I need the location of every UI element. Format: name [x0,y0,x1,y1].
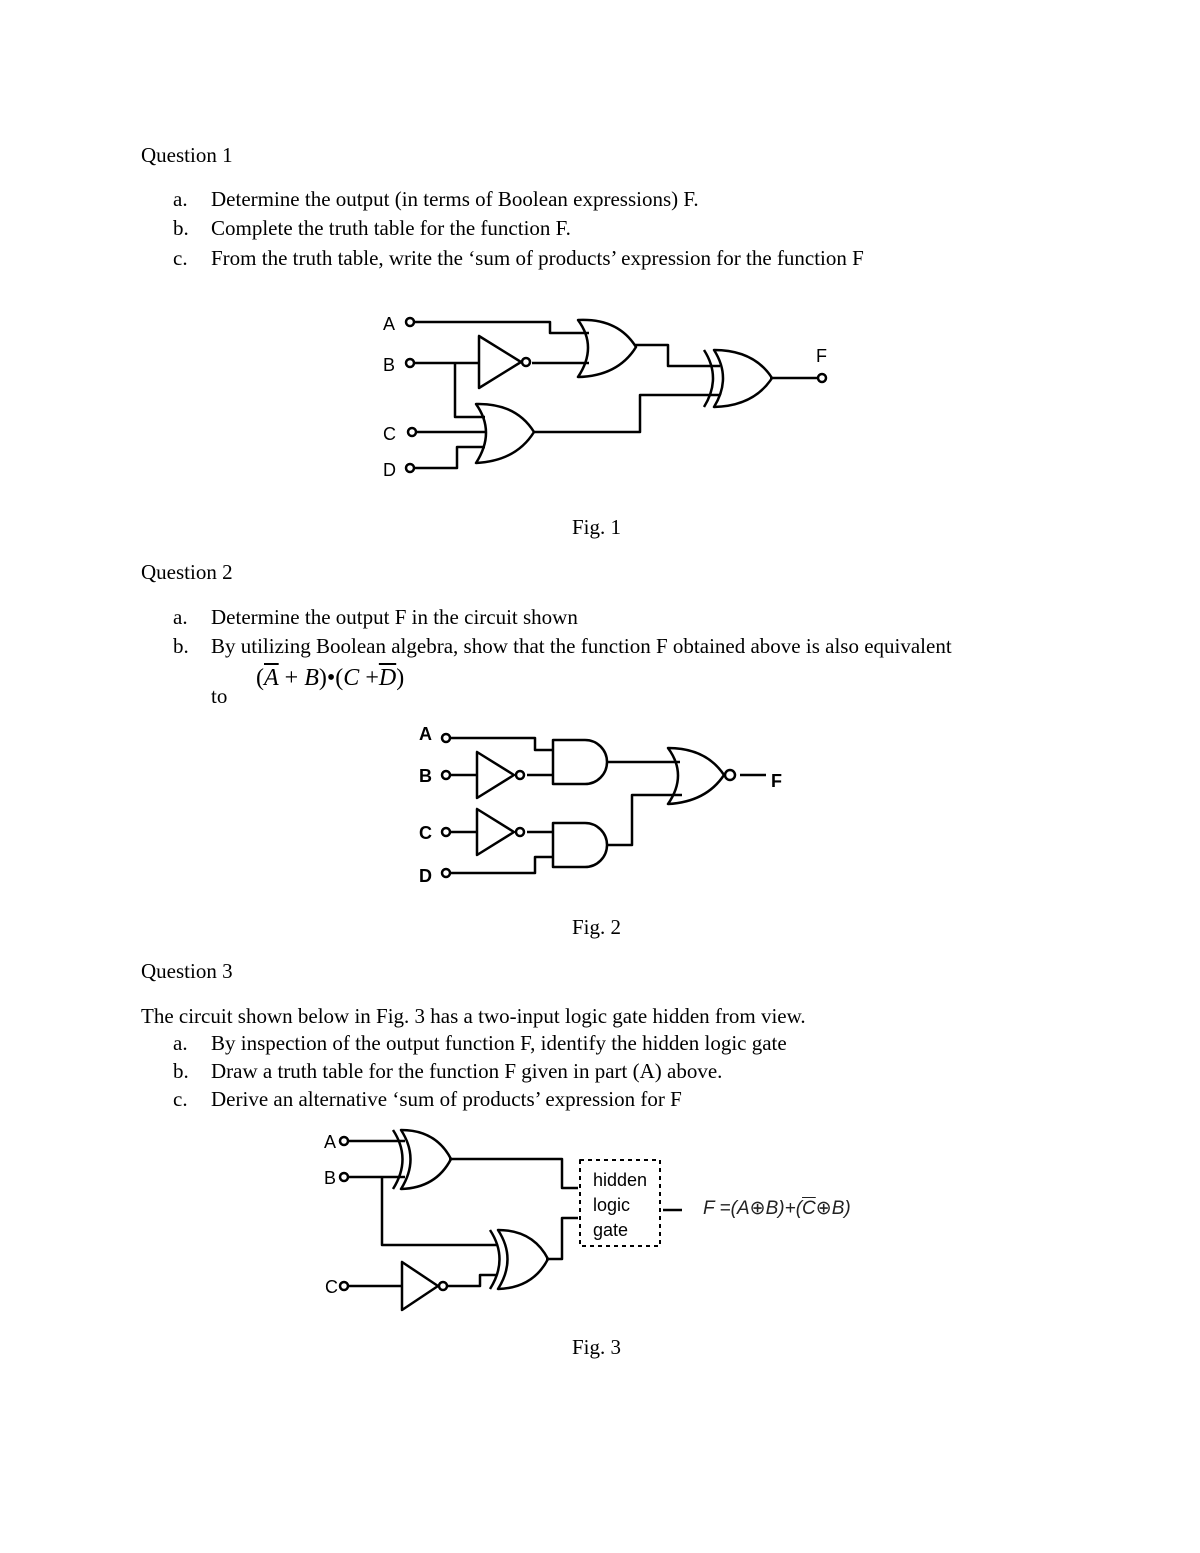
fig3-label-b: B [324,1168,337,1188]
q2-item-b: By utilizing Boolean algebra, show that the function F obtained above is also equivalent [211,634,952,658]
fig1-label-b: B [383,355,396,375]
q1-marker-a: a. [173,187,188,211]
fig3-not-gate [402,1262,438,1310]
q3-heading: Question 3 [141,959,233,983]
fig3-caption: Fig. 3 [572,1335,622,1359]
fig3-hidden-line-3: gate [593,1220,629,1240]
fig3-wire-b-xor2 [382,1177,497,1245]
q2-to: to [211,684,228,708]
fig2-caption: Fig. 2 [572,915,622,939]
fig3-label-c: C [325,1277,338,1297]
q3-item-c: Derive an alternative ‘sum of products’ expression for F [211,1087,682,1111]
fig3-xor-gate-1 [401,1130,451,1189]
fig3-hidden-line-2: logic [593,1195,631,1215]
q1-marker-b: b. [173,216,189,240]
fig3-xor-gate-2 [498,1230,548,1289]
fig3-label-a: A [324,1132,337,1152]
fig2-label-a: A [419,724,432,744]
q1-item-b: Complete the truth table for the function F. [211,216,571,240]
q1-item-a: Determine the output (in terms of Boolean expressions) F. [211,187,699,211]
fig1-label-f: F [816,346,827,366]
fig1-label-c: C [383,424,396,444]
q2-marker-a: a. [173,605,188,629]
q1-heading: Question 1 [141,143,233,167]
q3-item-b: Draw a truth table for the function F given in part (A) above. [211,1059,723,1083]
fig3-wire-notc-out [446,1275,497,1286]
fig3-wire-xor2-out [546,1218,578,1259]
q2-expression: ($\overline{A}$ + B)•(C $+\overline{D}$) [256,665,405,691]
q1-item-c: From the truth table, write the ‘sum of products’ expression for the function F [211,246,864,270]
q3-item-a: By inspection of the output function F, identify the hidden logic gate [211,1031,787,1055]
q2-item-a: Determine the output F in the circuit shown [211,605,578,629]
q3-marker-c: c. [173,1087,188,1111]
fig3-formula: $F =(A\oplus B)+(\overline{C}\oplus B)$ [703,1198,851,1219]
fig1-caption: Fig. 1 [572,515,622,539]
q2-heading: Question 2 [141,560,233,584]
q3-marker-a: a. [173,1031,188,1055]
q3-intro: The circuit shown below in Fig. 3 has a two-input logic gate hidden from view. [141,1004,806,1028]
fig3-wire-xor1-out [449,1159,578,1188]
fig2-label-c: C [419,823,432,843]
fig1-label-a: A [383,314,396,334]
q1-marker-c: c. [173,246,188,270]
q2-marker-b: b. [173,634,189,658]
q3-marker-b: b. [173,1059,189,1083]
fig2-label-b: B [419,766,432,786]
fig2-label-d: D [419,866,432,886]
fig1-label-d: D [383,460,396,480]
fig3-hidden-line-1: hidden [593,1170,648,1190]
fig2-label-f: F [771,771,782,791]
